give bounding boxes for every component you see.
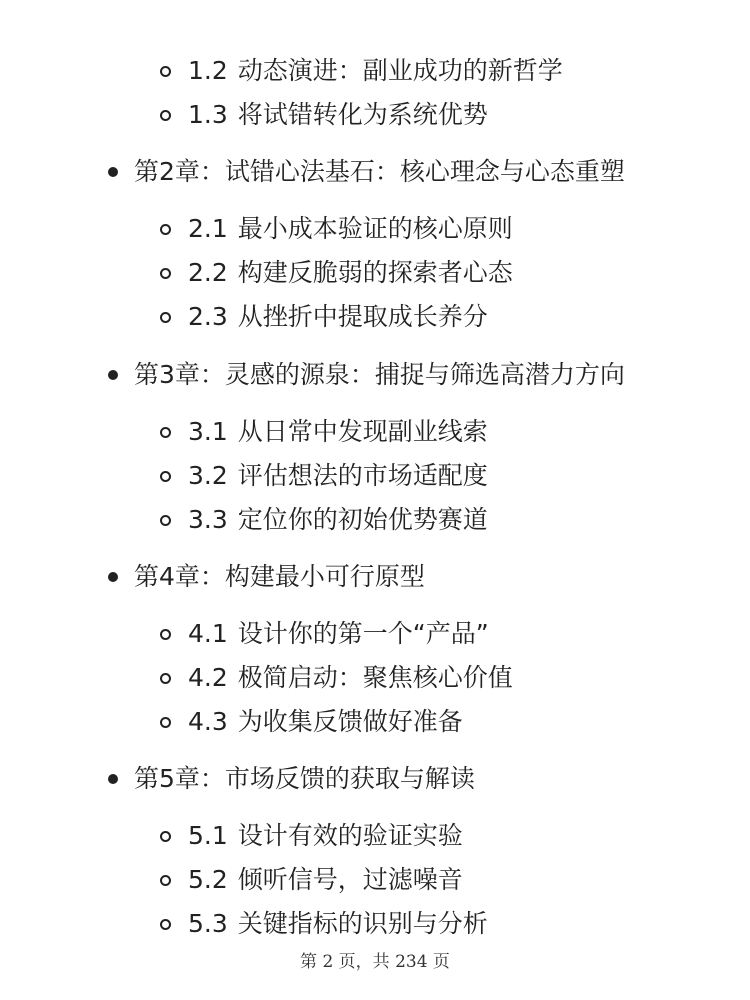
- circle-bullet-icon: [160, 717, 171, 728]
- toc-section-2-3[interactable]: [160, 297, 488, 337]
- section-number: 5.2: [188, 865, 228, 894]
- toc-section-5-3[interactable]: [160, 904, 488, 944]
- circle-bullet-icon: [160, 629, 171, 640]
- section-number: 2.2: [188, 258, 228, 287]
- section-number: 3.1: [188, 417, 228, 446]
- section-number: 3.3: [188, 505, 228, 534]
- toc-chapter-2[interactable]: [108, 152, 625, 192]
- circle-bullet-icon: [160, 66, 171, 77]
- section-title: 将试错转化为系统优势: [237, 100, 488, 129]
- section-title: 动态演进：副业成功的新哲学: [237, 56, 563, 85]
- disc-bullet-icon: [108, 774, 118, 784]
- chapter-title: 第4章：构建最小可行原型: [134, 562, 425, 591]
- toc-chapter-5[interactable]: [108, 759, 475, 799]
- circle-bullet-icon: [160, 831, 171, 842]
- section-title: 为收集反馈做好准备: [237, 707, 463, 736]
- section-number: 5.1: [188, 821, 228, 850]
- section-number: 3.2: [188, 461, 228, 490]
- chapter-title: 第5章：市场反馈的获取与解读: [134, 764, 475, 793]
- toc-section-3-3[interactable]: [160, 500, 488, 540]
- disc-bullet-icon: [108, 572, 118, 582]
- disc-bullet-icon: [108, 370, 118, 380]
- section-title: 最小成本验证的核心原则: [237, 214, 513, 243]
- section-title: 从挫折中提取成长养分: [237, 302, 488, 331]
- toc-section-3-2[interactable]: [160, 456, 488, 496]
- section-number: 1.2: [188, 56, 228, 85]
- section-title: 设计你的第一个“产品”: [237, 619, 489, 648]
- circle-bullet-icon: [160, 312, 171, 323]
- section-title: 构建反脆弱的探索者心态: [237, 258, 513, 287]
- section-number: 2.1: [188, 214, 228, 243]
- section-title: 从日常中发现副业线索: [237, 417, 488, 446]
- section-title: 评估想法的市场适配度: [237, 461, 488, 490]
- toc-section-4-1[interactable]: [160, 614, 489, 654]
- chapter-title: 第3章：灵感的源泉：捕捉与筛选高潜力方向: [134, 360, 625, 389]
- toc-section-5-2[interactable]: [160, 860, 463, 900]
- circle-bullet-icon: [160, 110, 171, 121]
- section-title: 设计有效的验证实验: [237, 821, 463, 850]
- circle-bullet-icon: [160, 427, 171, 438]
- section-number: 5.3: [188, 909, 228, 938]
- toc-chapter-3[interactable]: [108, 355, 625, 395]
- page-number-footer: 第 2 页，共 234 页: [300, 952, 450, 972]
- section-number: 4.3: [188, 707, 228, 736]
- section-number: 1.3: [188, 100, 228, 129]
- section-number: 4.1: [188, 619, 228, 648]
- toc-chapter-4[interactable]: [108, 557, 425, 597]
- chapter-title: 第2章：试错心法基石：核心理念与心态重塑: [134, 157, 625, 186]
- toc-section-4-2[interactable]: [160, 658, 513, 698]
- circle-bullet-icon: [160, 919, 171, 930]
- circle-bullet-icon: [160, 224, 171, 235]
- section-title: 倾听信号，过滤噪音: [237, 865, 463, 894]
- toc-section-4-3[interactable]: [160, 702, 463, 742]
- section-title: 定位你的初始优势赛道: [237, 505, 488, 534]
- toc-section-1-2[interactable]: [160, 51, 563, 91]
- toc-section-2-1[interactable]: [160, 209, 513, 249]
- toc-section-1-3[interactable]: [160, 95, 488, 135]
- circle-bullet-icon: [160, 515, 171, 526]
- circle-bullet-icon: [160, 875, 171, 886]
- toc-section-3-1[interactable]: [160, 412, 488, 452]
- disc-bullet-icon: [108, 167, 118, 177]
- toc-section-2-2[interactable]: [160, 253, 513, 293]
- section-number: 2.3: [188, 302, 228, 331]
- section-title: 极简启动：聚焦核心价值: [237, 663, 513, 692]
- section-title: 关键指标的识别与分析: [237, 909, 488, 938]
- section-number: 4.2: [188, 663, 228, 692]
- circle-bullet-icon: [160, 268, 171, 279]
- toc-section-5-1[interactable]: [160, 816, 463, 856]
- circle-bullet-icon: [160, 471, 171, 482]
- circle-bullet-icon: [160, 673, 171, 684]
